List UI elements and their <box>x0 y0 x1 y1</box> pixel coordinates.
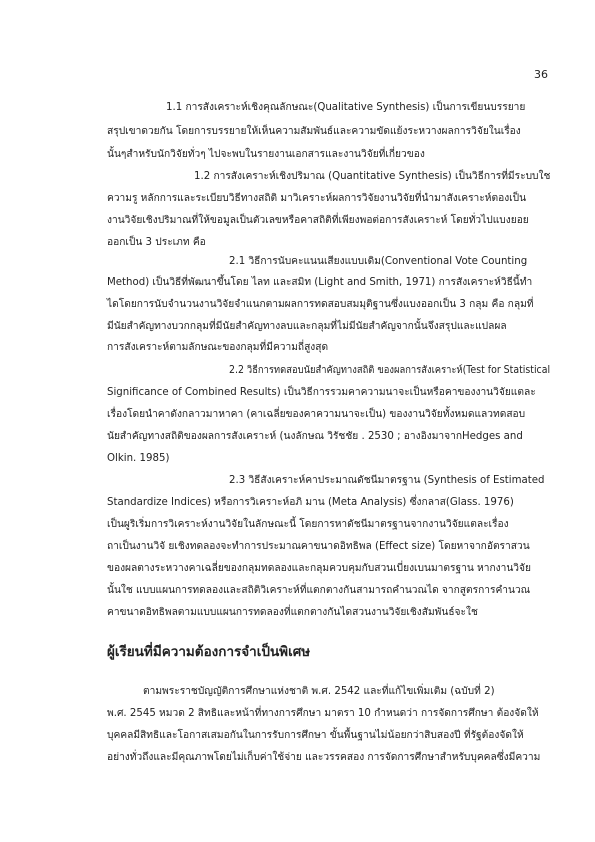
paragraph-line: ตามพระราชบัญญัติการศึกษาแห่งชาติ พ.ศ. 2542 และที่แก้ไขเพิ่มเติม (ฉบับที่ 2) <box>143 686 495 697</box>
paragraph-line: คาขนาดอิทธิพลตามแบบแผนการทดลองที่แตกตางกันไดสวนงานวิจัยเชิงสัมพันธ์จะใช <box>107 607 478 618</box>
paragraph-line: สรุปเขาดวยกัน โดยการบรรยายให้เห็นความสัมพันธ์และความขัดแย้งระหวางผลการวิจัยในเรื่อง <box>107 126 521 137</box>
paragraph-line: นั้นใช แบบแผนการทดลองและสถิติวิเคราะห์ที่แตกตางกันสามารถคำนวณได จากสูตรการคำนวณ <box>107 585 531 596</box>
paragraph-line: ออกเป็น 3 ประเภท คือ <box>107 237 206 248</box>
paragraph-line: Olkin. 1985) <box>107 453 170 464</box>
paragraph-line: 2.1 วิธีการนับคะแนนเสียงแบบเดิม(Conventional Vote Counting <box>229 256 528 267</box>
paragraph-line: 1.1 การสังเคราะห์เชิงคุณลักษณะ(Qualitative Synthesis) เป็นการเขียนบรรยาย <box>166 102 526 113</box>
paragraph-line: ความรู หลักการและระเบียบวิธีทางสถิติ มาวิเคราะห์ผลการวิจัยงานวิจัยที่นำมาสังเคราะห์ตองเป็น <box>107 193 527 204</box>
paragraph-line: การสังเคราะห์ตามลักษณะของกลุมที่มีความถี่สูงสุด <box>107 342 329 353</box>
paragraph-line: 1.2 การสังเคราะห์เชิงปริมาณ (Quantitative Synthesis) เป็นวิธีการที่มีระบบใช <box>194 171 551 182</box>
section-heading: ผู้เรียนที่มีความต้องการจำเป็นพิเศษ <box>107 644 311 660</box>
paragraph-line: ไดโดยการนับจำนวนงานวิจัยจำแนกตามผลการทดสอบสมมุติฐานซึ่งแบงออกเป็น 3 กลุม คือ กลุมที่ <box>107 299 534 310</box>
paragraph-line: 2.3 วิธีสังเคราะห์คาประมาณดัชนีมาตรฐาน (Synthesis of Estimated <box>229 475 545 486</box>
paragraph-line: ของผลตางระหวางคาเฉลี่ยของกลุมทดลองและกลุมควบคุมกับสวนเบี่ยงเบนมาตรฐาน หากงานวิจัย <box>107 563 531 574</box>
paragraph-line: นั้นๆสำหรับนักวิจัยทั่วๆ ไปจะพบในรายงานเอกสารและงานวิจัยที่เกี่ยวของ <box>107 149 425 160</box>
paragraph-line: อย่างทั่วถึงและมีคุณภาพโดยไม่เก็บค่าใช้จ่าย และวรรคสอง การจัดการศึกษาสำหรับบุคคลซึ่งมีความ <box>107 752 541 763</box>
paragraph-line: Significance of Combined Results) เป็นวิธีการรวมคาความนาจะเป็นหรือคาของงานวิจัยแตละ <box>107 387 536 398</box>
paragraph-line: Method) เป็นวิธีที่พัฒนาขึ้นโดย ไลท และสมิท (Light and Smith, 1971) การสังเคราะห์วิธีนี้ทำ <box>107 277 533 288</box>
paragraph-line: มีนัยสำคัญทางบวกกลุมที่มีนัยสำคัญทางลบและกลุมที่ไม่มีนัยสำคัญจากนั้นจึงสรุปและแปลผล <box>107 321 507 332</box>
page-number: 36 <box>534 68 548 81</box>
paragraph-line: เรื่องโดยนำคาดังกลาวมาหาคา (คาเฉลี่ยของคาความนาจะเป็น) ของงานวิจัยทั้งหมดแลวทดสอบ <box>107 409 526 420</box>
paragraph-line: Standardize Indices) หรือการวิเคราะห์อภิ มาน (Meta Analysis) ซึ่งกลาส(Glass. 1976) <box>107 497 514 508</box>
paragraph-line: บุคคลมีสิทธิและโอกาสเสมอกันในการรับการศึกษา ขั้นพื้นฐานไม่น้อยกว่าสิบสองปี ที่รัฐต้องจัดให้ <box>107 730 524 741</box>
paragraph-line: ถาเป็นงานวิจั ยเชิงทดลองจะทำการประมาณคาขนาดอิทธิพล (Effect size) โดยหาจากอัตราสวน <box>107 541 530 552</box>
paragraph-line: นัยสำคัญทางสถิติของผลการสังเคราะห์ (นงลักษณ วิรัชชัย . 2530 ; อางอิงมาจากHedges and <box>107 431 523 442</box>
paragraph-line: เป็นผูริเริ่มการวิเคราะห์งานวิจัยในลักษณะนี้ โดยการหาดัชนีมาตรฐานจากงานวิจัยแตละเรื่อง <box>107 519 509 530</box>
paragraph-line: พ.ศ. 2545 หมวด 2 สิทธิและหน้าที่ทางการศึกษา มาตรา 10 กำหนดว่า การจัดการศึกษา ต้องจัดให้ <box>107 708 539 719</box>
paragraph-line: 2.2 วิธีการทดสอบนัยสำคัญทางสถิติ ของผลการสังเคราะห์(Test for Statistical <box>229 365 551 376</box>
paragraph-line: งานวิจัยเชิงปริมาณที่ให้ขอมูลเป็นตัวเลขหรือคาสถิติที่เพียงพอต่อการสังเคราะห์ โดยทั่วไปแบงยอย <box>107 215 529 226</box>
